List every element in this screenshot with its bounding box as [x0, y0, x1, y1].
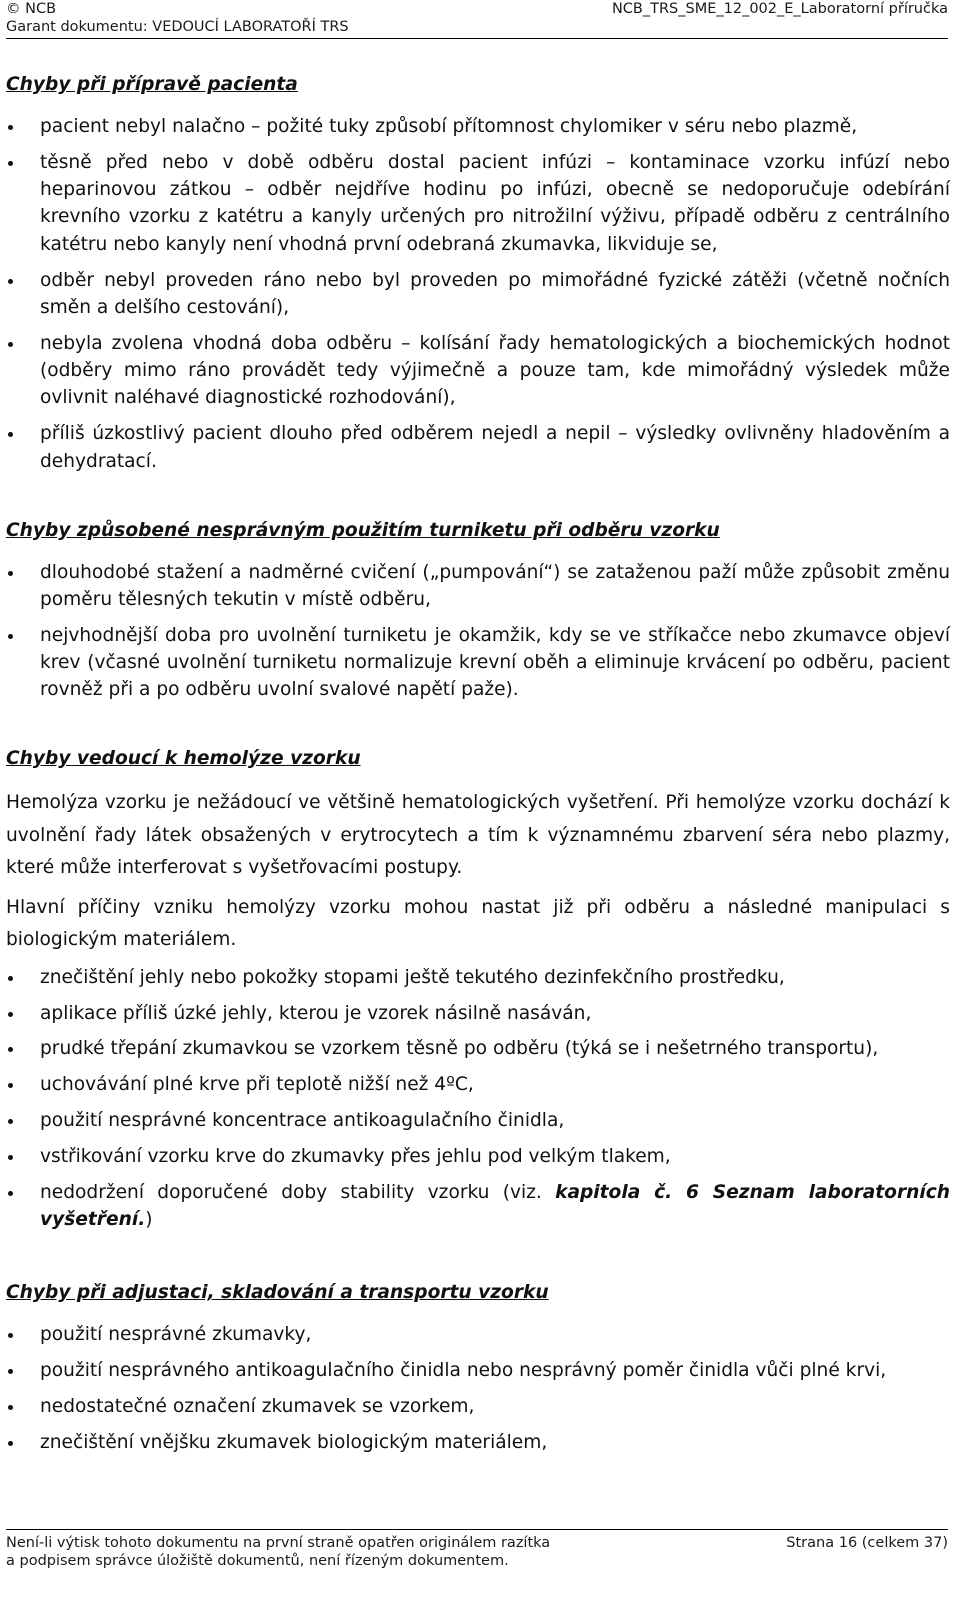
- paragraph: Hemolýza vzorku je nežádoucí ve většině hematologických vyšetření. Při hemolýze vzorku dochází k uvolnění řady látek obsažených v erytrocytech a tím k významnému zbarvení séra nebo plazmy, které může interferovat s vyšetřovacími postupy.: [6, 792, 950, 879]
- list-item: znečištění vnějšku zkumavek biologickým materiálem,: [6, 1429, 950, 1456]
- bullet-list: [6, 559, 950, 704]
- section-title: Chyby při adjustaci, skladování a transportu vzorku: [6, 1282, 549, 1304]
- chapter-reference: kapitola č. 6 Seznam laboratorních vyšetření.: [40, 1182, 950, 1231]
- section-title: Chyby způsobené nesprávným použitím turniketu při odběru vzorku: [6, 519, 720, 541]
- section-spacer: [6, 484, 950, 518]
- list-item: dlouhodobé stažení a nadměrné cvičení („pumpování“) se zataženou paží může způsobit změnu poměru tělesných tekutin v místě odběru,: [6, 559, 950, 614]
- list-item: pacient nebyl nalačno – požité tuky způsobí přítomnost chylomiker v séru nebo plazmě,: [6, 113, 950, 140]
- list-item: odběr nebyl proveden ráno nebo byl proveden po mimořádné fyzické zátěži (včetně nočních směn a delšího cestování),: [6, 267, 950, 322]
- list-item: nejvhodnější doba pro uvolnění turniketu je okamžik, kdy se ve stříkačce nebo zkumavce objeví krev (včasné uvolnění turniketu normalizuje krevní oběh a eliminuje krvácení po odběru, pacient rovněž při a po odběru uvolní svalové napětí paže).: [6, 622, 950, 704]
- bullet-list: [6, 964, 950, 1234]
- document-guarantor: Garant dokumentu: VEDOUCÍ LABORATOŘÍ TRS: [6, 19, 349, 35]
- copyright-label: © NCB: [6, 1, 57, 17]
- list-item-text: ): [145, 1209, 153, 1231]
- paragraph: Hlavní příčiny vzniku hemolýzy vzorku mohou nastat již při odběru a následné manipulaci s biologickým materiálem.: [6, 896, 950, 951]
- controlled-copy-notice: Není-li výtisk tohoto dokumentu na první straně opatřen originálem razítka: [6, 1535, 551, 1551]
- page-footer: [6, 1529, 948, 1570]
- controlled-copy-notice-line2: a podpisem správce úložiště dokumentů, není řízeným dokumentem.: [6, 1553, 509, 1569]
- list-item: těsně před nebo v době odběru dostal pacient infúzi – kontaminace vzorku infúzí nebo heparinovou zátkou – odběr nejdříve hodinu po infúzi, obecně se nedoporučuje odebírání krevního vzorku z katétru a kanyly určených pro nitrožilní výživu, případě odběru z centrálního katétru nebo kanyly není vhodná první odebraná zkumavka, likviduje se,: [6, 149, 950, 258]
- list-item: nedostatečné označení zkumavek se vzorkem,: [6, 1393, 950, 1420]
- list-item: použití nesprávného antikoagulačního činidla nebo nesprávný poměr činidla vůči plné krvi,: [6, 1357, 950, 1384]
- list-item: uchovávání plné krve při teplotě nižší než 4ºC,: [6, 1071, 950, 1098]
- list-item: použití nesprávné zkumavky,: [6, 1321, 950, 1348]
- section-title: Chyby vedoucí k hemolýze vzorku: [6, 748, 361, 770]
- list-item-text: nedodržení doporučené doby stability vzorku (viz.: [40, 1182, 556, 1204]
- bullet-list: [6, 1321, 950, 1456]
- page-number: Strana 16 (celkem 37): [786, 1535, 948, 1551]
- document-code: NCB_TRS_SME_12_002_E_Laboratorní příručka: [611, 1, 948, 17]
- list-item: znečištění jehly nebo pokožky stopami ještě tekutého dezinfekčního prostředku,: [6, 964, 950, 991]
- document-body: [6, 72, 950, 1465]
- section-title: Chyby při přípravě pacienta: [6, 74, 298, 95]
- list-item: příliš úzkostlivý pacient dlouho před odběrem nejedl a nepil – výsledky ovlivněny hladověním a dehydratací.: [6, 420, 950, 475]
- section-hemolysis: [6, 746, 950, 1233]
- list-item: prudké třepání zkumavkou se vzorkem těsně po odběru (týká se i nešetrného transportu),: [6, 1035, 950, 1062]
- page-header: [6, 0, 948, 39]
- bullet-list: [6, 113, 950, 475]
- section-spacer: [6, 1242, 950, 1280]
- list-item: použití nesprávné koncentrace antikoagulačního činidla,: [6, 1107, 950, 1134]
- section-patient-preparation: [6, 72, 950, 475]
- list-item: aplikace příliš úzké jehly, kterou je vzorek násilně nasáván,: [6, 1000, 950, 1027]
- section-spacer: [6, 712, 950, 746]
- section-handling-transport: [6, 1280, 950, 1456]
- list-item: nebyla zvolena vhodná doba odběru – kolísání řady hematologických a biochemických hodnot (odběry mimo ráno provádět tedy výjimečně a pouze tam, kde mimořádný výsledek může ovlivnit naléhavé diagnostické rozhodování),: [6, 330, 950, 412]
- section-tourniquet: [6, 518, 950, 704]
- list-item: vstřikování vzorku krve do zkumavky přes jehlu pod velkým tlakem,: [6, 1143, 950, 1170]
- list-item: [6, 1179, 950, 1234]
